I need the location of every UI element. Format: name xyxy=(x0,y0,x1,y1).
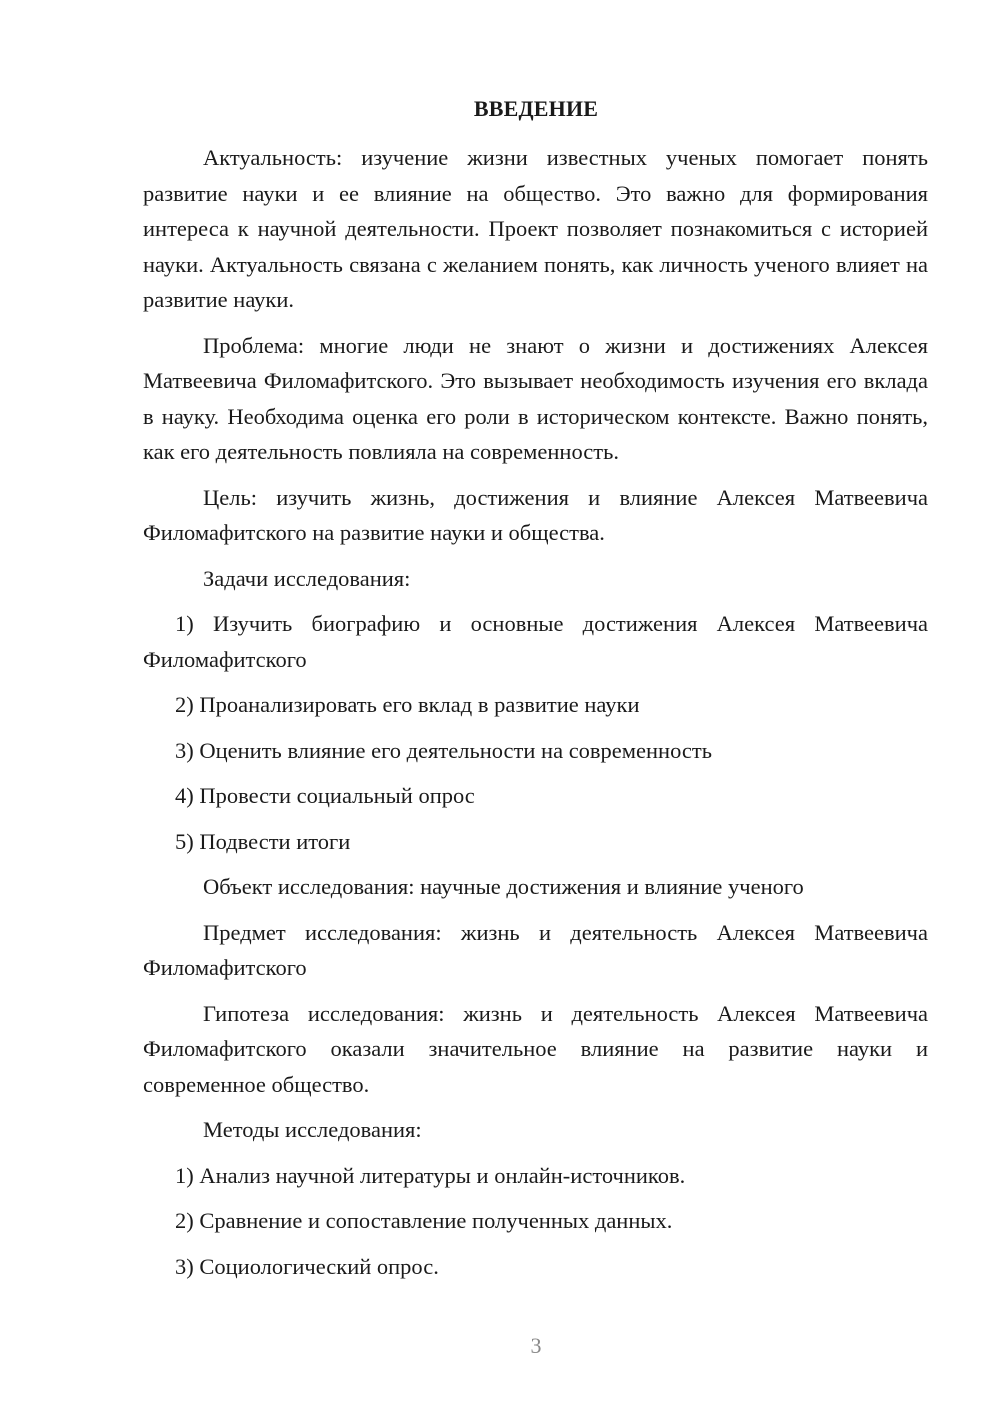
method-item: 3) Социологический опрос. xyxy=(175,1253,439,1279)
goal-paragraph: Цель: изучить жизнь, достижения и влияние Алексея Матвеевича Филомафитского на развитие науки и общества. xyxy=(143,484,928,545)
subject-paragraph: Предмет исследования: жизнь и деятельность Алексея Матвеевича Филомафитского xyxy=(143,919,928,980)
task-item: 2) Проанализировать его вклад в развитие науки xyxy=(175,692,640,717)
method-item: 1) Анализ научной литературы и онлайн-источников. xyxy=(175,1162,686,1188)
page-title: ВВЕДЕНИЕ xyxy=(473,96,599,121)
method-item: 2) Сравнение и сопоставление полученных данных. xyxy=(175,1208,673,1233)
object-paragraph: Объект исследования: научные достижения и влияние ученого xyxy=(203,874,804,899)
hypothesis-paragraph: Гипотеза исследования: жизнь и деятельность Алексея Матвеевича Филомафитского оказали значительное влияние на развитие науки и современное общество. xyxy=(143,1000,928,1097)
task-item: 1) Изучить биографию и основные достижения Алексея Матвеевича Филомафитского xyxy=(143,611,928,672)
document-body xyxy=(143,140,928,1284)
task-item: 4) Провести социальный опрос xyxy=(175,783,475,808)
task-item: 5) Подвести итоги xyxy=(175,828,351,854)
task-item: 3) Оценить влияние его деятельности на современность xyxy=(175,737,712,763)
methods-heading: Методы исследования: xyxy=(203,1117,422,1142)
page-number: 3 xyxy=(530,1333,542,1358)
tasks-heading: Задачи исследования: xyxy=(203,565,411,591)
relevance-paragraph: Актуальность: изучение жизни известных ученых помогает понять развитие науки и ее влияние на общество. Это важно для формирования интереса к научной деятельности. Проект позволяет познакомиться с историей науки. Актуальность связана с желанием понять, как личность ученого влияет на развитие науки. xyxy=(143,145,928,312)
problem-paragraph: Проблема: многие люди не знают о жизни и достижениях Алексея Матвеевича Филомафитского. Это вызывает необходимость изучения его вклада в науку. Необходима оценка его роли в историческом контексте. Важно понять, как его деятельность повлияла на современность. xyxy=(143,332,928,464)
